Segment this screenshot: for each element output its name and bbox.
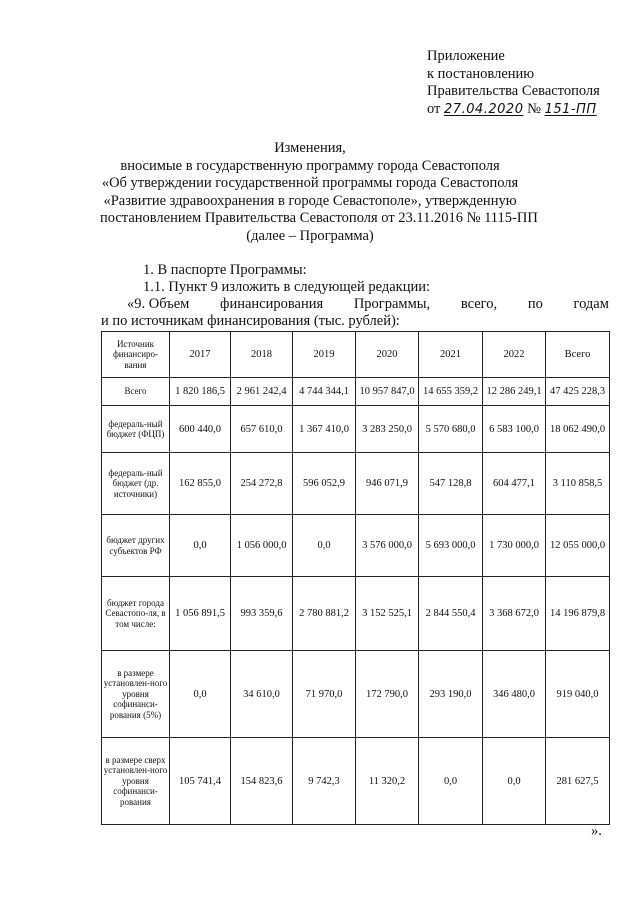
cell: 0,0 <box>293 515 356 577</box>
cell: 0,0 <box>170 515 231 577</box>
cell: 12 286 249,1 <box>483 378 546 406</box>
title-line: (далее – Программа) <box>246 227 374 244</box>
cell: 993 359,6 <box>231 577 293 651</box>
cell: 1 367 410,0 <box>293 406 356 453</box>
row-source: федераль-ный бюджет (ФЦП) <box>102 406 170 453</box>
cell: 346 480,0 <box>483 651 546 738</box>
title-line: «Развитие здравоохранения в городе Севастополе», утвержденную <box>103 192 517 209</box>
document-title <box>100 140 538 245</box>
table-row <box>102 515 610 577</box>
table-header-row <box>102 332 610 378</box>
cell: 9 742,3 <box>293 738 356 825</box>
cell: 105 741,4 <box>170 738 231 825</box>
cell: 6 583 100,0 <box>483 406 546 453</box>
item-9-word: по <box>527 296 543 312</box>
attachment-line3: Правительства Севастополя <box>427 83 600 99</box>
cell: 946 071,9 <box>356 453 419 515</box>
cell: 547 128,8 <box>419 453 483 515</box>
cell: 14 655 359,2 <box>419 378 483 406</box>
date-prefix: от <box>427 100 441 117</box>
header-year: 2021 <box>419 332 483 378</box>
header-year: 2018 <box>231 332 293 378</box>
cell: 5 693 000,0 <box>419 515 483 577</box>
row-source: в размере установлен-ного уровня софинанси-рования (5%) <box>102 651 170 738</box>
cell: 600 440,0 <box>170 406 231 453</box>
cell: 293 190,0 <box>419 651 483 738</box>
item-9-word: «9. Объем <box>127 296 190 312</box>
table-row <box>102 453 610 515</box>
attachment-block <box>427 48 600 118</box>
number-prefix: № <box>527 100 541 117</box>
cell: 10 957 847,0 <box>356 378 419 406</box>
table-row <box>102 738 610 825</box>
item-9-word: финансирования <box>220 296 324 312</box>
cell: 0,0 <box>419 738 483 825</box>
cell: 172 790,0 <box>356 651 419 738</box>
title-line: «Об утверждении государственной программы города Севастополя <box>101 175 519 191</box>
closing-quote: ». <box>591 823 602 839</box>
cell: 71 970,0 <box>293 651 356 738</box>
item-1: 1. В паспорте Программы: <box>143 262 307 278</box>
handwritten-date: 27.04.2020 <box>444 101 524 117</box>
row-source: бюджет других субъектов РФ <box>102 515 170 577</box>
cell: 3 110 858,5 <box>546 453 610 515</box>
cell: 3 152 525,1 <box>356 577 419 651</box>
title-line: постановлением Правительства Севастополя от 23.11.2016 № 1115-ПП <box>100 210 538 226</box>
cell: 2 961 242,4 <box>231 378 293 406</box>
cell: 3 283 250,0 <box>356 406 419 453</box>
cell: 1 820 186,5 <box>170 378 231 406</box>
cell: 604 477,1 <box>483 453 546 515</box>
item-9-word: всего, <box>460 296 498 312</box>
table-row <box>102 651 610 738</box>
item-9-line2: и по источникам финансирования (тыс. рублей): <box>101 313 400 329</box>
cell: 5 570 680,0 <box>419 406 483 453</box>
cell: 34 610,0 <box>231 651 293 738</box>
attachment-line1: Приложение <box>427 48 505 64</box>
cell: 154 823,6 <box>231 738 293 825</box>
table-row <box>102 378 610 406</box>
header-year: 2020 <box>356 332 419 378</box>
cell: 657 610,0 <box>231 406 293 453</box>
header-year: 2022 <box>483 332 546 378</box>
cell: 1 730 000,0 <box>483 515 546 577</box>
title-line: Изменения, <box>274 140 346 156</box>
row-source: Всего <box>102 378 170 406</box>
cell: 254 272,8 <box>231 453 293 515</box>
row-source: в размере сверх установлен-ного уровня софинанси-рования <box>102 738 170 825</box>
cell: 1 056 000,0 <box>231 515 293 577</box>
item-1-1: 1.1. Пункт 9 изложить в следующей редакции: <box>143 279 431 295</box>
row-source: федераль-ный бюджет (др. источники) <box>102 453 170 515</box>
header-total: Всего <box>546 332 610 378</box>
title-line: вносимые в государственную программу города Севастополя <box>120 157 500 174</box>
item-9-line1 <box>127 296 609 314</box>
cell: 162 855,0 <box>170 453 231 515</box>
cell: 0,0 <box>483 738 546 825</box>
row-source: бюджет города Севастопо-ля, в том числе: <box>102 577 170 651</box>
attachment-date-line <box>427 101 600 119</box>
header-year: 2019 <box>293 332 356 378</box>
header-source: Источник финансиро-вания <box>102 332 170 378</box>
table-row <box>102 577 610 651</box>
item-9-word: Программы, <box>353 296 431 312</box>
cell: 3 368 672,0 <box>483 577 546 651</box>
item-9-word: годам <box>573 296 609 312</box>
cell: 281 627,5 <box>546 738 610 825</box>
cell: 3 576 000,0 <box>356 515 419 577</box>
cell: 1 056 891,5 <box>170 577 231 651</box>
cell: 0,0 <box>170 651 231 738</box>
cell: 2 844 550,4 <box>419 577 483 651</box>
attachment-line2: к постановлению <box>427 65 535 82</box>
cell: 18 062 490,0 <box>546 406 610 453</box>
cell: 11 320,2 <box>356 738 419 825</box>
cell: 47 425 228,3 <box>546 378 610 406</box>
cell: 4 744 344,1 <box>293 378 356 406</box>
cell: 14 196 879,8 <box>546 577 610 651</box>
financing-table <box>101 331 610 825</box>
cell: 2 780 881,2 <box>293 577 356 651</box>
cell: 596 052,9 <box>293 453 356 515</box>
table-row <box>102 406 610 453</box>
header-year: 2017 <box>170 332 231 378</box>
cell: 919 040,0 <box>546 651 610 738</box>
handwritten-number: 151-ПП <box>544 101 597 117</box>
cell: 12 055 000,0 <box>546 515 610 577</box>
